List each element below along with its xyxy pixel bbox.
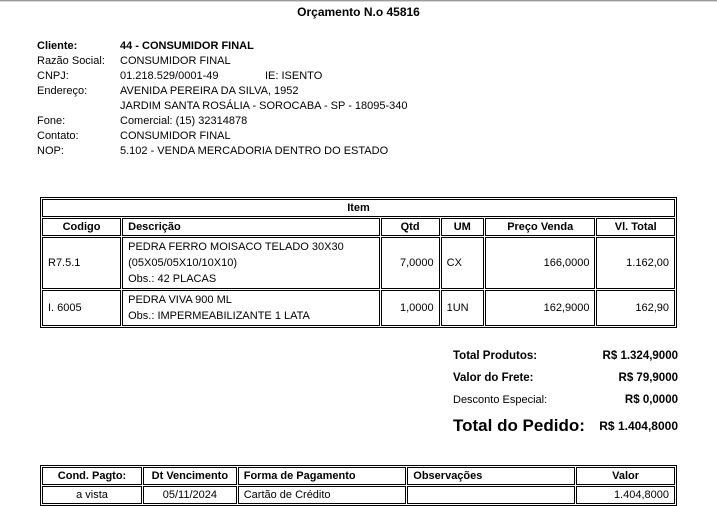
item-desc-line: PEDRA VIVA 900 ML	[128, 294, 232, 306]
client-info-block	[37, 39, 717, 159]
desconto-especial-value: R$ 0,0000	[624, 394, 678, 406]
payment-dt-vencimento: 05/11/2024	[143, 486, 237, 504]
client-label: NOP:	[37, 145, 64, 157]
client-value: JARDIM SANTA ROSÁLIA - SOROCABA - SP - 18095-340	[120, 100, 408, 112]
item-descricao	[122, 290, 379, 326]
client-label: Razão Social:	[37, 55, 105, 67]
table-row	[42, 486, 675, 504]
table-row	[42, 290, 675, 326]
client-label: Cliente:	[37, 40, 78, 52]
valor-frete-row	[453, 372, 678, 384]
item-preco-venda: 162,9000	[485, 290, 596, 326]
client-row-razao-social	[37, 54, 717, 69]
total-pedido-value: R$ 1.404,8000	[599, 419, 678, 433]
col-header-preco-venda: Preço Venda	[485, 218, 596, 236]
payment-forma-pagamento: Cartão de Crédito	[238, 486, 407, 504]
item-preco-venda: 166,0000	[485, 237, 596, 289]
item-descricao	[122, 237, 379, 289]
item-desc-line: Obs.: IMPERMEABILIZANTE 1 LATA	[128, 310, 310, 322]
total-produtos-value: R$ 1.324,9000	[602, 350, 678, 362]
desconto-especial-label: Desconto Especial:	[453, 394, 548, 406]
desconto-especial-row	[453, 394, 678, 406]
client-label: CNPJ:	[37, 70, 69, 82]
table-row	[42, 237, 675, 289]
col-header-codigo: Codigo	[42, 218, 121, 236]
payment-observacoes	[407, 486, 575, 504]
item-codigo: R7.5.1	[42, 237, 121, 289]
client-value: 5.102 - VENDA MERCADORIA DENTRO DO ESTADO	[120, 145, 389, 157]
payment-valor: 1.404,8000	[576, 486, 675, 504]
client-row-cliente	[37, 39, 717, 54]
page-title: Orçamento N.o 45816	[297, 5, 420, 19]
col-header-observacoes: Observações	[407, 467, 575, 485]
client-value: 44 - CONSUMIDOR FINAL	[120, 40, 254, 52]
item-codigo: I. 6005	[42, 290, 121, 326]
payment-table	[40, 465, 677, 506]
client-value: Comercial: (15) 32314878	[120, 115, 248, 127]
item-vl-total: 1.162,00	[596, 237, 675, 289]
client-label: Fone:	[37, 115, 66, 127]
client-row-contato	[37, 129, 717, 144]
total-pedido-row	[453, 416, 678, 436]
payment-header-row	[42, 467, 675, 485]
col-header-um: UM	[441, 218, 484, 236]
ie-value: IE: ISENTO	[265, 70, 323, 82]
payment-cond-pagto: a vista	[42, 486, 142, 504]
client-label	[37, 99, 120, 114]
col-header-descricao: Descrição	[122, 218, 379, 236]
col-header-dt-vencimento: Dt Vencimento	[143, 467, 237, 485]
valor-frete-value: R$ 79,9000	[618, 372, 678, 384]
client-value: CONSUMIDOR FINAL	[120, 55, 231, 67]
client-row-nop	[37, 144, 717, 159]
item-um: CX	[441, 237, 484, 289]
item-vl-total: 162,90	[596, 290, 675, 326]
item-qtd: 1,0000	[381, 290, 440, 326]
cnpj-value: 01.218.529/0001-49	[120, 70, 219, 82]
client-value	[120, 69, 322, 84]
col-header-forma-pagamento: Forma de Pagamento	[238, 467, 407, 485]
col-header-cond-pagto: Cond. Pagto:	[42, 467, 142, 485]
client-row-fone	[37, 114, 717, 129]
items-header-row	[42, 218, 675, 236]
col-header-vl-total: Vl. Total	[596, 218, 675, 236]
client-value: CONSUMIDOR FINAL	[120, 130, 231, 142]
totals-block	[453, 350, 678, 436]
client-row-cnpj	[37, 69, 717, 84]
client-row-endereco-2	[37, 99, 717, 114]
total-produtos-label: Total Produtos:	[453, 350, 538, 362]
client-row-endereco	[37, 84, 717, 99]
total-pedido-label: Total do Pedido:	[453, 416, 585, 435]
client-label: Contato:	[37, 130, 79, 142]
valor-frete-label: Valor do Frete:	[453, 372, 534, 384]
item-desc-line: PEDRA FERRO MOISACO TELADO 30X30	[128, 241, 344, 253]
item-qtd: 7,0000	[381, 237, 440, 289]
col-header-qtd: Qtd	[381, 218, 440, 236]
item-desc-line: Obs.: 42 PLACAS	[128, 273, 217, 285]
window-top-edge	[0, 0, 717, 2]
item-um: 1UN	[441, 290, 484, 326]
items-group-header-row	[42, 199, 675, 217]
client-value: AVENIDA PEREIRA DA SILVA, 1952	[120, 85, 299, 97]
items-table	[40, 197, 677, 328]
col-header-valor: Valor	[576, 467, 675, 485]
client-label: Endereço:	[37, 85, 88, 97]
item-desc-line: (05X05/05X10/10X10)	[128, 257, 237, 269]
items-group-header: Item	[42, 199, 675, 217]
total-produtos-row	[453, 350, 678, 362]
